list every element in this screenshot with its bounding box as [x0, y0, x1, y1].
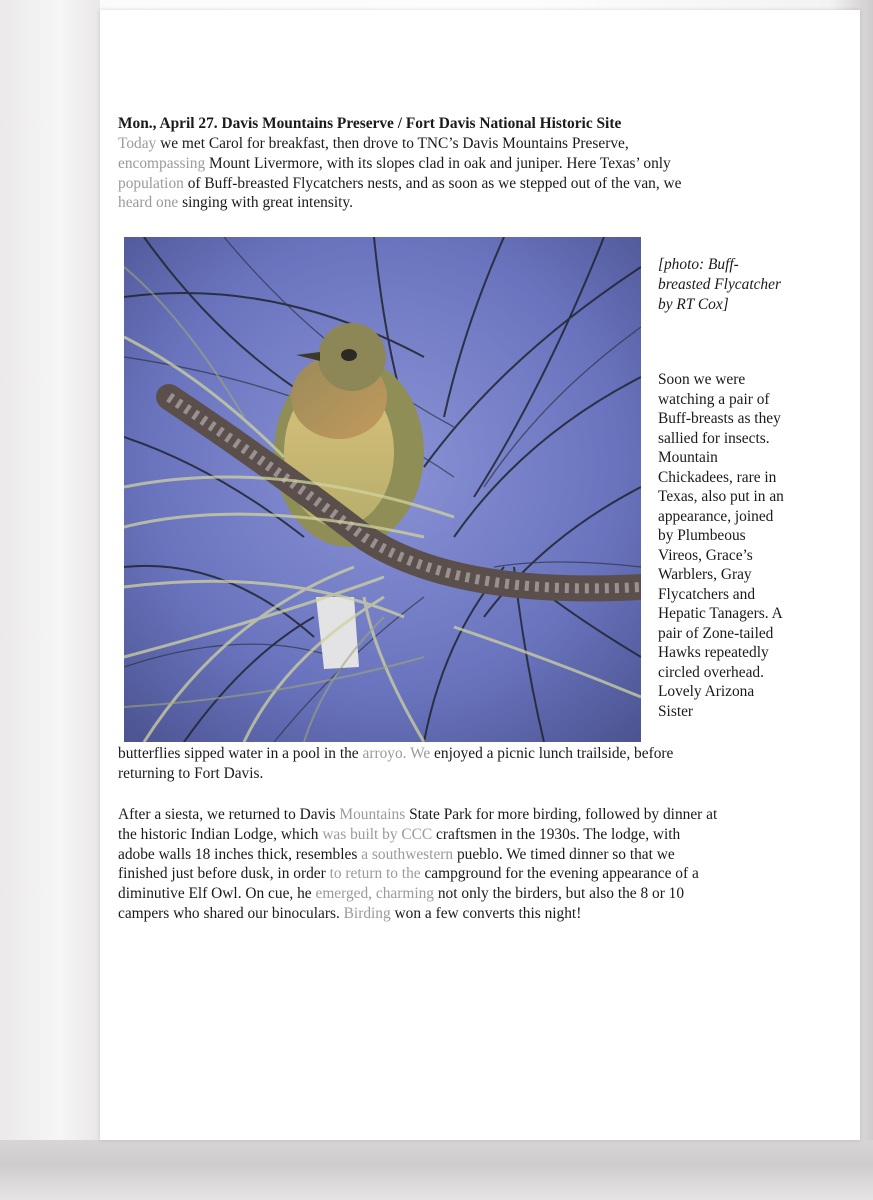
scan-bottom-shadow	[0, 1140, 873, 1200]
evening-paragraph	[118, 805, 818, 924]
photo-caption: [photo: Buff-breasted Flycatcher by RT Cox]	[658, 256, 781, 313]
p2-line1a: After a siesta, we returned to Davis	[118, 806, 340, 823]
p2-line3b: pueblo. We timed dinner so that we	[453, 845, 675, 863]
bird-photo	[124, 237, 641, 742]
intro-line2-faded: encompassing	[118, 154, 206, 172]
underlying-page-edge	[0, 0, 100, 1150]
p2-line2-faded: was built by CCC	[322, 825, 433, 843]
continuation-paragraph	[118, 744, 808, 784]
continuation-line2: returning to Fort Davis.	[118, 764, 264, 782]
p2-line6b: won a few converts this night!	[390, 904, 582, 922]
p2-line6a: campers who shared our binoculars.	[118, 904, 344, 922]
continuation-line1a: butterflies sipped water in a pool in the	[118, 745, 363, 762]
p2-line4-faded: to return to the	[329, 865, 421, 883]
p2-line1b: State Park for more birding, followed by dinner at	[405, 806, 718, 823]
intro-line4: singing with great intensity.	[178, 194, 353, 212]
intro-paragraph	[118, 134, 798, 213]
p2-line6-faded: Birding	[343, 904, 391, 922]
p2-line3-faded: a southwestern	[361, 845, 454, 863]
intro-line3: of Buff-breasted Flycatchers nests, and as soon as we stepped out of the van, we	[183, 174, 682, 192]
p2-line4a: finished just before dusk, in order	[118, 865, 330, 883]
continuation-line1b: enjoyed a picnic lunch trailside, before	[430, 745, 674, 762]
p2-line4b: campground for the evening appearance of a	[420, 865, 699, 883]
p2-line1-faded: Mountains	[339, 806, 406, 823]
p2-line5-faded: emerged, charming	[315, 885, 435, 903]
intro-line1: we met Carol for breakfast, then drove to TNC’s Davis Mountains Preserve,	[156, 135, 629, 152]
p2-line3a: adobe walls 18 inches thick, resembles	[118, 845, 362, 863]
intro-line4-faded: heard one	[118, 194, 179, 212]
intro-line2: Mount Livermore, with its slopes clad in oak and juniper. Here Texas’ only	[205, 154, 671, 172]
p2-line2a: the historic Indian Lodge, which	[118, 825, 323, 843]
p2-line5b: not only the birders, but also the 8 or 10	[434, 885, 685, 903]
intro-line3-faded: population	[118, 174, 184, 192]
side-paragraph: Soon we were watching a pair of Buff-breasts as they sallied for insects. Mountain Chickadees, rare in Texas, also put in an appearance, joined by Plumbeous Vireos, Grace’s Warblers, Gray Flycatchers and Hepatic Tanagers. A pair of Zone-tailed Hawks repeatedly circled overhead. Lovely Arizona Sister	[658, 371, 784, 720]
p2-line5a: diminutive Elf Owl. On cue, he	[118, 885, 316, 903]
p2-line2b: craftsmen in the 1930s. The lodge, with	[432, 825, 681, 843]
entry-heading: Mon., April 27. Davis Mountains Preserve / Fort Davis National Historic Site	[118, 115, 622, 132]
continuation-line1-faded: arroyo. We	[362, 745, 431, 762]
intro-line1-faded: Today	[118, 135, 157, 152]
